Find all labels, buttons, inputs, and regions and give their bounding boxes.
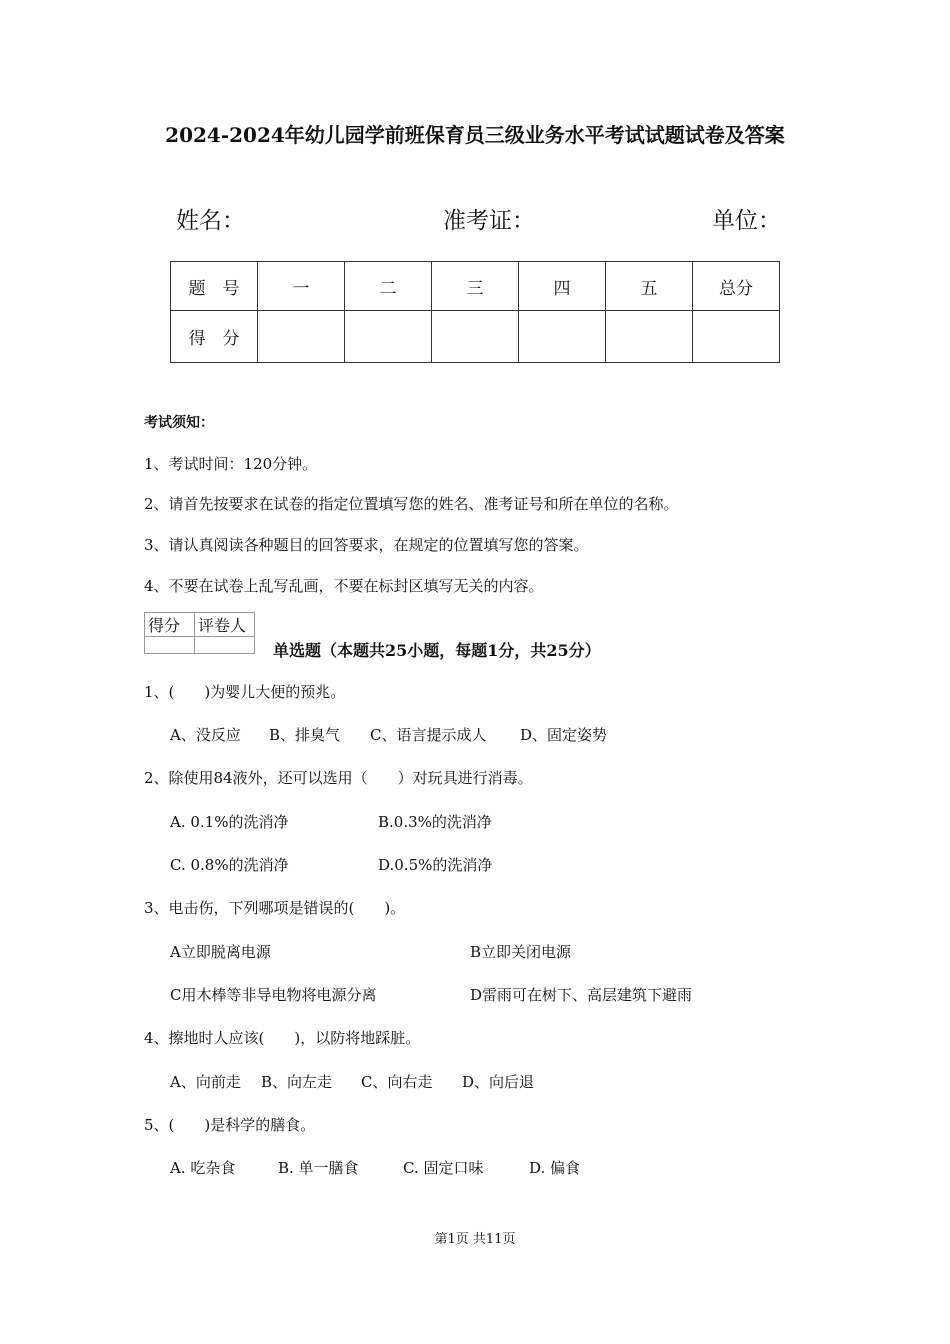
document-title: 2024-2024年幼儿园学前班保育员三级业务水平考试试题试卷及答案: [165, 123, 785, 147]
question-option: A、向前走: [170, 1073, 241, 1091]
name-field-label: 姓名：: [176, 208, 245, 234]
header-cell-4: 四: [519, 262, 606, 311]
score-table: [170, 261, 780, 363]
question-option: B、向左走: [261, 1073, 333, 1091]
question-option: B立即关闭电源: [470, 943, 572, 961]
question-option: C用木棒等非导电物将电源分离: [170, 986, 377, 1004]
question-option: D雷雨可在树下、高层建筑下避雨: [470, 986, 693, 1004]
notice-item: 2、请首先按要求在试卷的指定位置填写您的姓名、准考证号和所在单位的名称。: [144, 495, 679, 513]
score-cell-3: [432, 311, 519, 363]
unit-field-label: 单位：: [712, 208, 781, 234]
score-table-score-row: [171, 311, 780, 363]
question-option: C. 固定口味: [403, 1159, 484, 1177]
question-option: B、排臭气: [269, 726, 341, 744]
notice-heading: 考试须知：: [144, 415, 214, 431]
header-cell-3: 三: [432, 262, 519, 311]
page-footer: 第1页 共11页: [434, 1232, 516, 1247]
grader-box-grader-label: 评卷人: [195, 613, 255, 637]
grader-box-score-label: 得分: [145, 613, 195, 637]
question-option: A立即脱离电源: [170, 943, 271, 961]
exam-id-field-label: 准考证：: [443, 208, 535, 234]
question-option: B. 单一膳食: [278, 1159, 359, 1177]
score-table-header-row: [171, 262, 780, 311]
question-stem: 5、( )是科学的膳食。: [144, 1116, 316, 1134]
question-option: C、向右走: [361, 1073, 433, 1091]
notice-item: 3、请认真阅读各种题目的回答要求，在规定的位置填写您的答案。: [144, 536, 589, 554]
grader-box-grader-cell: [195, 637, 255, 654]
question-option: A、没反应: [170, 726, 241, 744]
question-option: A. 0.1%的洗消净: [170, 813, 289, 831]
section-title: 单选题（本题共25小题，每题1分，共25分）: [273, 641, 601, 660]
question-stem: 3、电击伤，下列哪项是错误的( )。: [144, 899, 406, 917]
question-option: D.0.5%的洗消净: [378, 856, 493, 874]
grader-box-score-cell: [145, 637, 195, 654]
question-option: D、固定姿势: [520, 726, 608, 744]
header-cell-1: 一: [258, 262, 345, 311]
question-stem: 1、( )为婴儿大便的预兆。: [144, 683, 346, 701]
header-cell-total: 总分: [693, 262, 780, 311]
question-stem: 4、擦地时人应该( )，以防将地踩脏。: [144, 1029, 421, 1047]
header-cell-5: 五: [606, 262, 693, 311]
score-cell-1: [258, 311, 345, 363]
score-cell-total: [693, 311, 780, 363]
header-cell-2: 二: [345, 262, 432, 311]
question-option: A. 吃杂食: [170, 1159, 236, 1177]
score-cell-2: [345, 311, 432, 363]
question-option: C、语言提示成人: [370, 726, 487, 744]
question-option: B.0.3%的洗消净: [378, 813, 492, 831]
header-cell-question-number: 题 号: [171, 262, 258, 311]
score-row-label: 得 分: [171, 311, 258, 363]
notice-item: 4、不要在试卷上乱写乱画，不要在标封区填写无关的内容。: [144, 577, 544, 595]
question-option: C. 0.8%的洗消净: [170, 856, 289, 874]
score-cell-4: [519, 311, 606, 363]
notice-item: 1、考试时间：120分钟。: [144, 455, 318, 473]
question-option: D、向后退: [462, 1073, 535, 1091]
grader-box: [144, 612, 255, 654]
score-cell-5: [606, 311, 693, 363]
question-stem: 2、除使用84液外，还可以选用（ ）对玩具进行消毒。: [144, 769, 533, 787]
question-option: D. 偏食: [529, 1159, 581, 1177]
